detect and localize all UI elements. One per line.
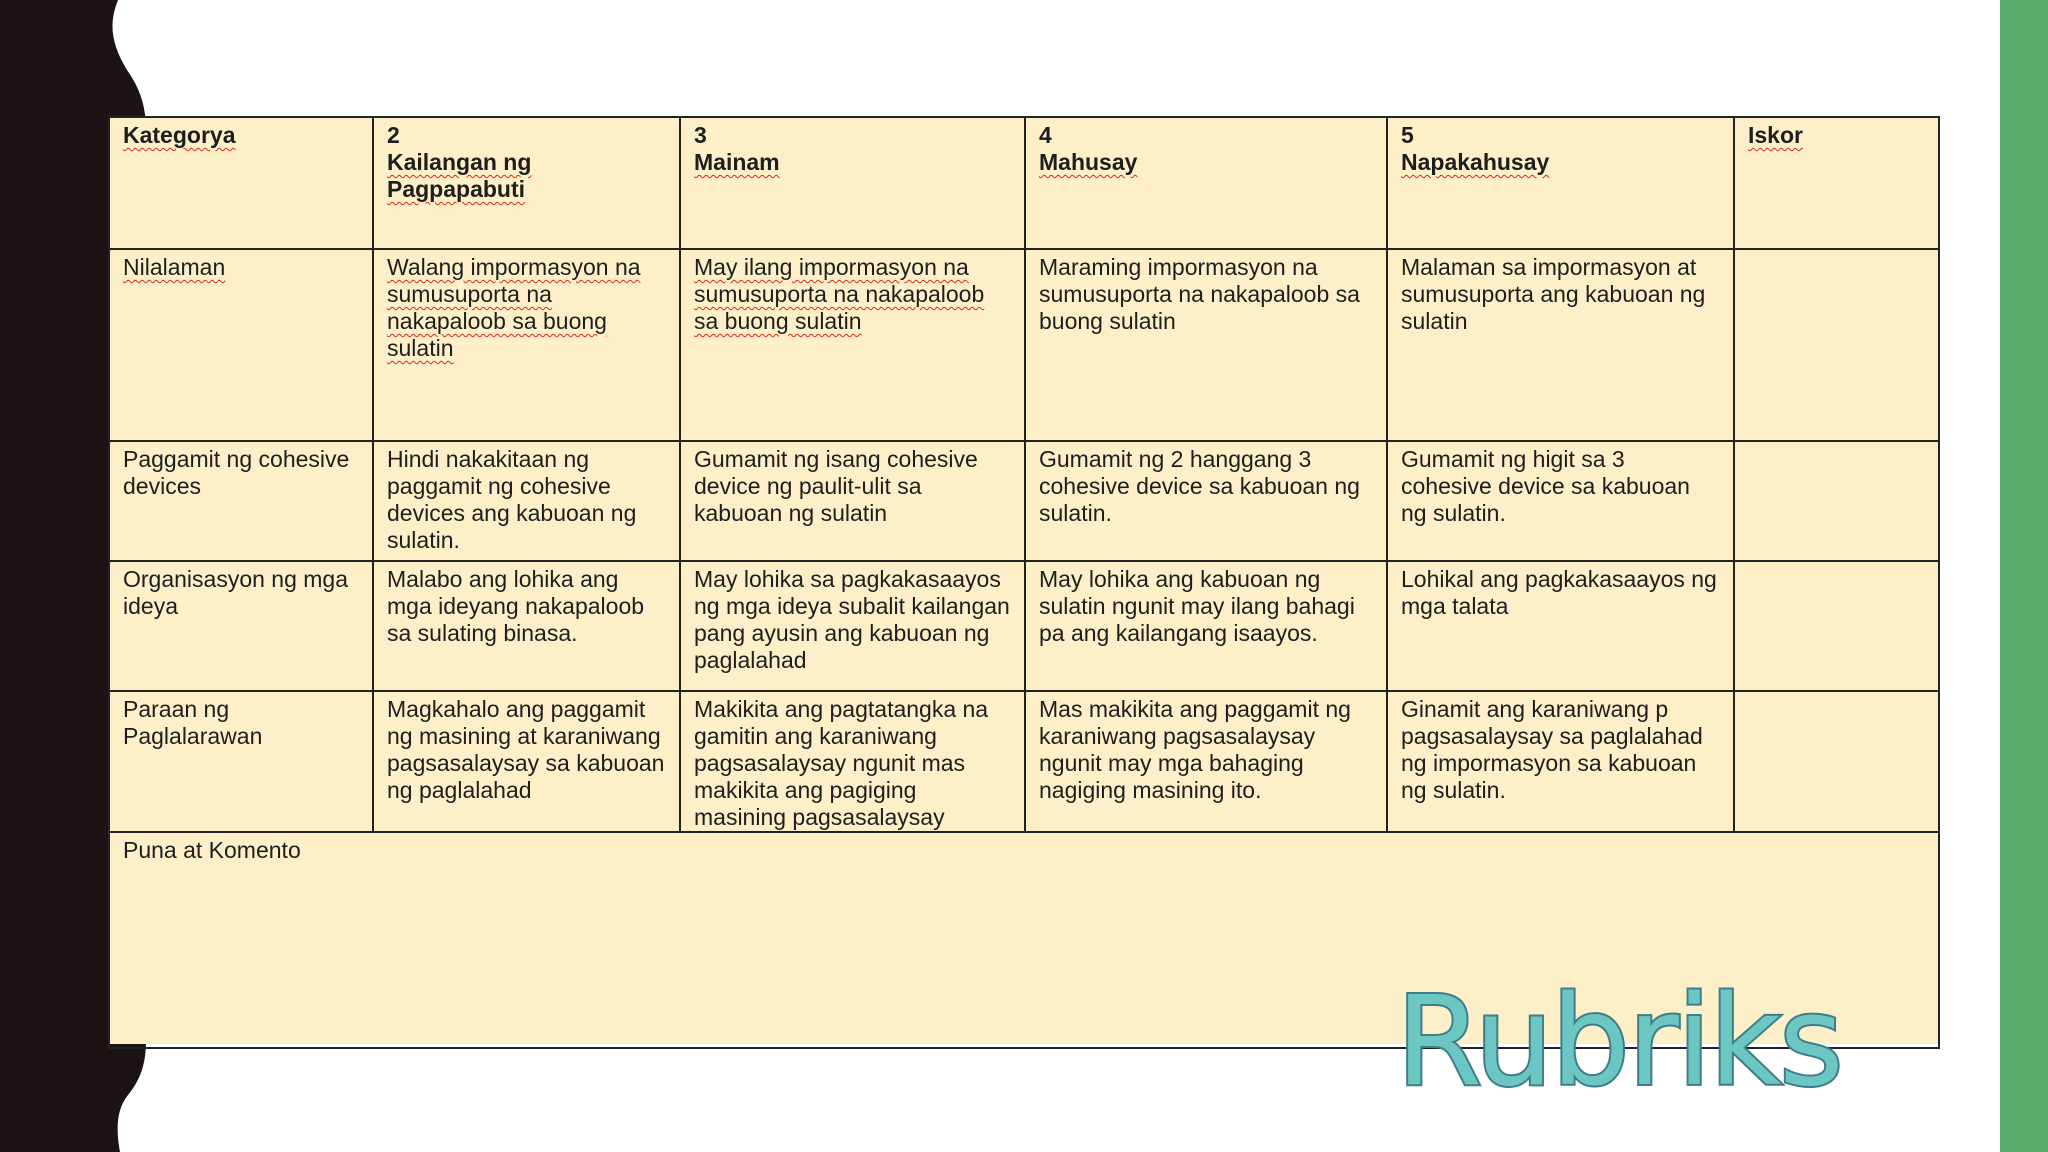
header-level-4 <box>1025 117 1387 249</box>
header-category: Kategorya <box>109 117 373 249</box>
level-label: Mahusay <box>1039 149 1138 175</box>
cell-level-5: Lohikal ang pagkakasaayos ng mga talata <box>1387 561 1734 691</box>
table-row <box>109 249 1939 441</box>
header-level-5 <box>1387 117 1734 249</box>
row-category: Nilalaman <box>109 249 373 441</box>
right-decorative-band <box>2000 0 2048 1152</box>
cell-score <box>1734 441 1939 561</box>
row-category: Paraan ng Paglalarawan <box>109 691 373 832</box>
cell-level-4: Maraming impormasyon na sumusuporta na nakapaloob sa buong sulatin <box>1025 249 1387 441</box>
comments-label: Puna at Komento <box>109 832 1939 1048</box>
row-category: Paggamit ng cohesive devices <box>109 441 373 561</box>
cell-level-2: Malabo ang lohika ang mga ideyang nakapaloob sa sulating binasa. <box>373 561 680 691</box>
cell-level-3: Makikita ang pagtatangka na gamitin ang karaniwang pagsasalaysay ngunit mas makikita ang pagiging masining pagsasalaysay <box>680 691 1025 832</box>
cell-level-5: Ginamit ang karaniwang p pagsasalaysay sa paglalahad ng impormasyon sa kabuoan ng sulatin. <box>1387 691 1734 832</box>
rubric-sheet <box>108 116 1938 1114</box>
header-score: Iskor <box>1734 117 1939 249</box>
level-number: 5 <box>1401 122 1414 148</box>
cell-level-3: May ilang impormasyon na sumusuporta na nakapaloob sa buong sulatin <box>680 249 1025 441</box>
cell-level-2: Hindi nakakitaan ng paggamit ng cohesive devices ang kabuoan ng sulatin. <box>373 441 680 561</box>
rubric-table <box>108 116 1940 1049</box>
slide-title: Rubriks <box>1396 970 1842 1114</box>
header-level-2 <box>373 117 680 249</box>
header-row <box>109 117 1939 249</box>
cell-score <box>1734 249 1939 441</box>
level-number: 4 <box>1039 122 1052 148</box>
cell-level-3: May lohika sa pagkakasaayos ng mga ideya subalit kailangan pang ayusin ang kabuoan ng paglalahad <box>680 561 1025 691</box>
cell-level-4: Mas makikita ang paggamit ng karaniwang pagsasalaysay ngunit may mga bahaging nagiging masining ito. <box>1025 691 1387 832</box>
cell-level-4: Gumamit ng 2 hanggang 3 cohesive device sa kabuoan ng sulatin. <box>1025 441 1387 561</box>
cell-score <box>1734 691 1939 832</box>
row-category: Organisasyon ng mga ideya <box>109 561 373 691</box>
cell-score <box>1734 561 1939 691</box>
level-number: 2 <box>387 122 400 148</box>
cell-level-5: Malaman sa impormasyon at sumusuporta ang kabuoan ng sulatin <box>1387 249 1734 441</box>
table-row <box>109 441 1939 561</box>
header-level-3 <box>680 117 1025 249</box>
cell-level-2: Walang impormasyon na sumusuporta na nakapaloob sa buong sulatin <box>373 249 680 441</box>
cell-level-5: Gumamit ng higit sa 3 cohesive device sa kabuoan ng sulatin. <box>1387 441 1734 561</box>
cell-level-4: May lohika ang kabuoan ng sulatin ngunit may ilang bahagi pa ang kailangang isaayos. <box>1025 561 1387 691</box>
level-number: 3 <box>694 122 707 148</box>
cell-level-2: Magkahalo ang paggamit ng masining at karaniwang pagsasalaysay sa kabuoan ng paglalahad <box>373 691 680 832</box>
level-label: Kailangan ng Pagpapabuti <box>387 149 532 202</box>
table-row <box>109 561 1939 691</box>
cell-level-3: Gumamit ng isang cohesive device ng paulit-ulit sa kabuoan ng sulatin <box>680 441 1025 561</box>
level-label: Mainam <box>694 149 780 175</box>
level-label: Napakahusay <box>1401 149 1550 175</box>
table-row <box>109 691 1939 832</box>
